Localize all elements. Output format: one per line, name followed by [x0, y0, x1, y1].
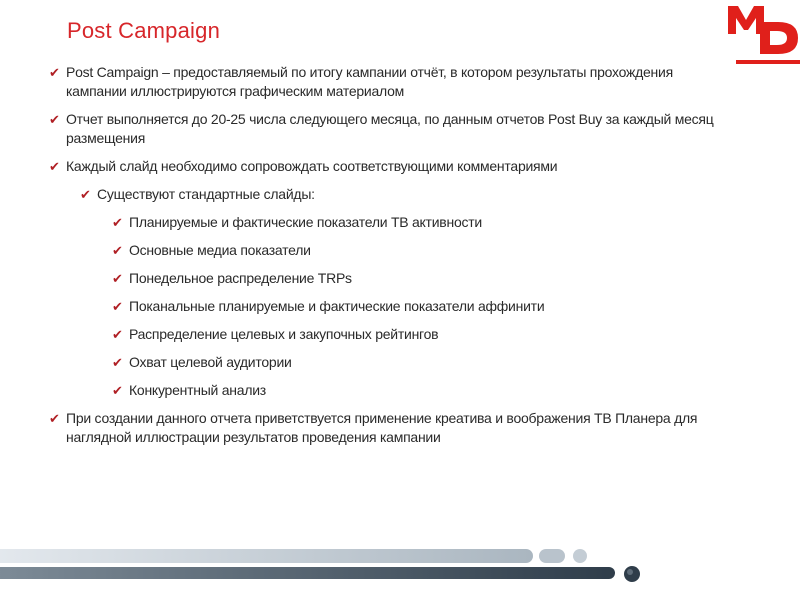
checkmark-icon: ✔	[112, 244, 123, 259]
bullet-list	[48, 63, 728, 456]
checkmark-icon: ✔	[112, 384, 123, 399]
bullet-text: Существуют стандартные слайды:	[97, 186, 315, 202]
checkmark-icon: ✔	[112, 300, 123, 315]
footer-bar-dark	[0, 567, 615, 579]
checkmark-icon: ✔	[49, 412, 60, 427]
sub-sub-bullet-item	[111, 241, 728, 260]
logo-letter-d	[760, 22, 798, 54]
sub-sub-bullet-item	[111, 297, 728, 316]
bullet-text: Post Campaign – предоставляемый по итогу кампании отчёт, в котором результаты прохождения кампании иллюстрируются графическим материалом	[66, 64, 673, 99]
bullet-text: Основные медиа показатели	[129, 242, 311, 258]
sub-sub-bullet-item	[111, 213, 728, 232]
checkmark-icon: ✔	[80, 188, 91, 203]
bullet-text: Конкурентный анализ	[129, 382, 266, 398]
bullet-text: Распределение целевых и закупочных рейтингов	[129, 326, 439, 342]
sub-sub-bullet-item	[111, 353, 728, 372]
logo-underline	[736, 60, 800, 64]
checkmark-icon: ✔	[49, 160, 60, 175]
bullet-text: Отчет выполняется до 20-25 числа следующего месяца, по данным отчетов Post Buy за каждый месяц размещения	[66, 111, 714, 146]
bullet-item	[48, 63, 728, 101]
checkmark-icon: ✔	[112, 356, 123, 371]
sub-sub-bullet-item	[111, 381, 728, 400]
bullet-item	[48, 110, 728, 148]
bullet-text: Планируемые и фактические показатели ТВ активности	[129, 214, 482, 230]
footer-bar-light	[0, 549, 533, 563]
md-logo	[726, 0, 800, 68]
bullet-item	[48, 409, 728, 447]
logo-letter-m	[728, 6, 764, 34]
bullet-text: Понедельное распределение TRPs	[129, 270, 352, 286]
bullet-text: Каждый слайд необходимо сопровождать соответствующими комментариями	[66, 158, 558, 174]
checkmark-icon: ✔	[112, 272, 123, 287]
bullet-text: Поканальные планируемые и фактические показатели аффинити	[129, 298, 545, 314]
checkmark-icon: ✔	[112, 328, 123, 343]
bullet-text: При создании данного отчета приветствуется применение креатива и воображения ТВ Планера для наглядной иллюстрации результатов проведения кампании	[66, 410, 698, 445]
bullet-text: Охват целевой аудитории	[129, 354, 292, 370]
footer-pill-light	[539, 549, 565, 563]
slide-title: Post Campaign	[67, 18, 221, 43]
checkmark-icon: ✔	[49, 113, 60, 128]
footer-decoration	[0, 535, 800, 600]
sub-sub-bullet-item	[111, 269, 728, 288]
checkmark-icon: ✔	[49, 66, 60, 81]
sub-sub-bullet-item	[111, 325, 728, 344]
footer-dot-light	[573, 549, 587, 563]
sub-bullet-item	[79, 185, 728, 204]
bullet-item	[48, 157, 728, 176]
checkmark-icon: ✔	[112, 216, 123, 231]
